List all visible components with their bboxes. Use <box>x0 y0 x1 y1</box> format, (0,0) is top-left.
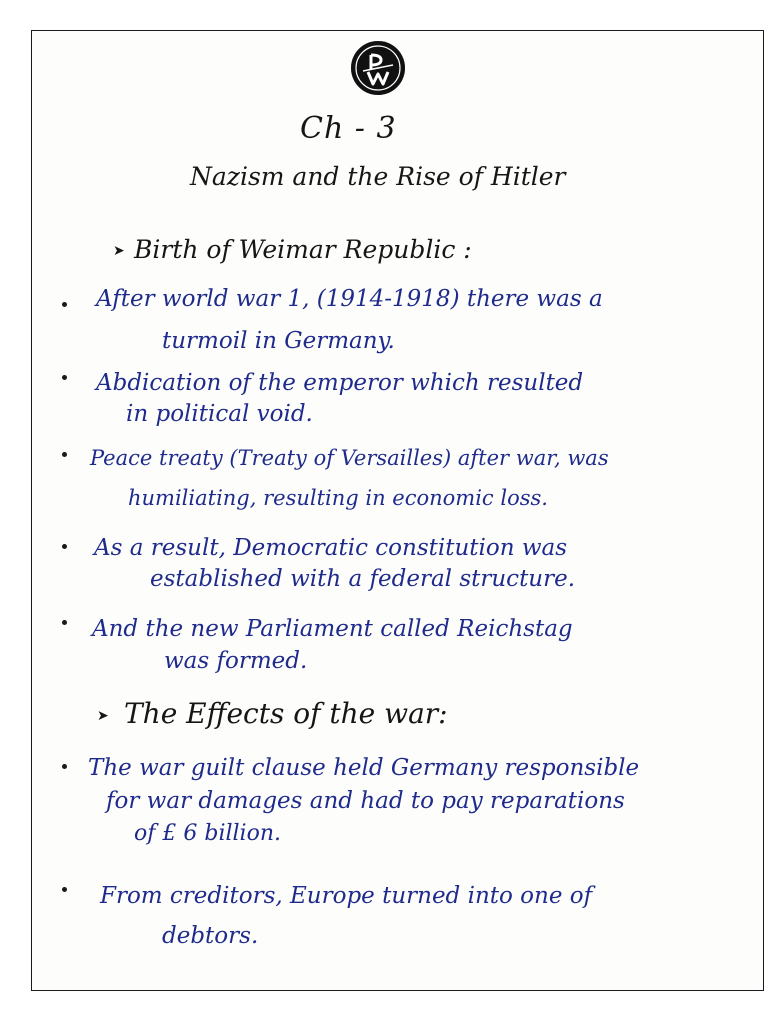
bullet-text: The war guilt clause held Germany responsible <box>88 755 640 781</box>
bullet-dot <box>62 375 67 380</box>
bullet-text: was formed. <box>164 648 308 674</box>
bullet-dot <box>62 452 67 457</box>
section-heading-weimar: Birth of Weimar Republic : <box>134 235 472 264</box>
bullet-dot <box>62 887 67 892</box>
bullet-text: debtors. <box>162 923 259 949</box>
arrow-marker-icon: ➤ <box>97 708 109 724</box>
arrow-marker-icon: ➤ <box>113 243 125 259</box>
page-title: Nazism and the Rise of Hitler <box>190 162 566 191</box>
bullet-text: Abdication of the emperor which resulted <box>96 370 584 396</box>
bullet-text: turmoil in Germany. <box>162 328 395 354</box>
bullet-text: After world war 1, (1914-1918) there was a <box>96 286 603 312</box>
bullet-dot <box>62 544 67 549</box>
bullet-dot <box>62 764 67 769</box>
bullet-text: Peace treaty (Treaty of Versailles) after war, was <box>90 446 609 470</box>
section-heading-effects: The Effects of the war: <box>124 697 448 730</box>
bullet-text: As a result, Democratic constitution was <box>94 535 568 561</box>
pw-logo <box>351 41 405 95</box>
bullet-text: humiliating, resulting in economic loss. <box>128 486 548 510</box>
bullet-dot <box>62 302 67 307</box>
bullet-text: And the new Parliament called Reichstag <box>92 616 573 642</box>
bullet-text: for war damages and had to pay reparations <box>106 788 625 814</box>
bullet-text: established with a federal structure. <box>150 566 576 592</box>
bullet-text: of £ 6 billion. <box>134 821 281 846</box>
bullet-dot <box>62 620 67 625</box>
bullet-text: in political void. <box>126 401 313 427</box>
chapter-number: Ch - 3 <box>300 111 397 146</box>
pw-logo-icon <box>351 41 405 95</box>
bullet-text: From creditors, Europe turned into one of <box>100 883 593 909</box>
